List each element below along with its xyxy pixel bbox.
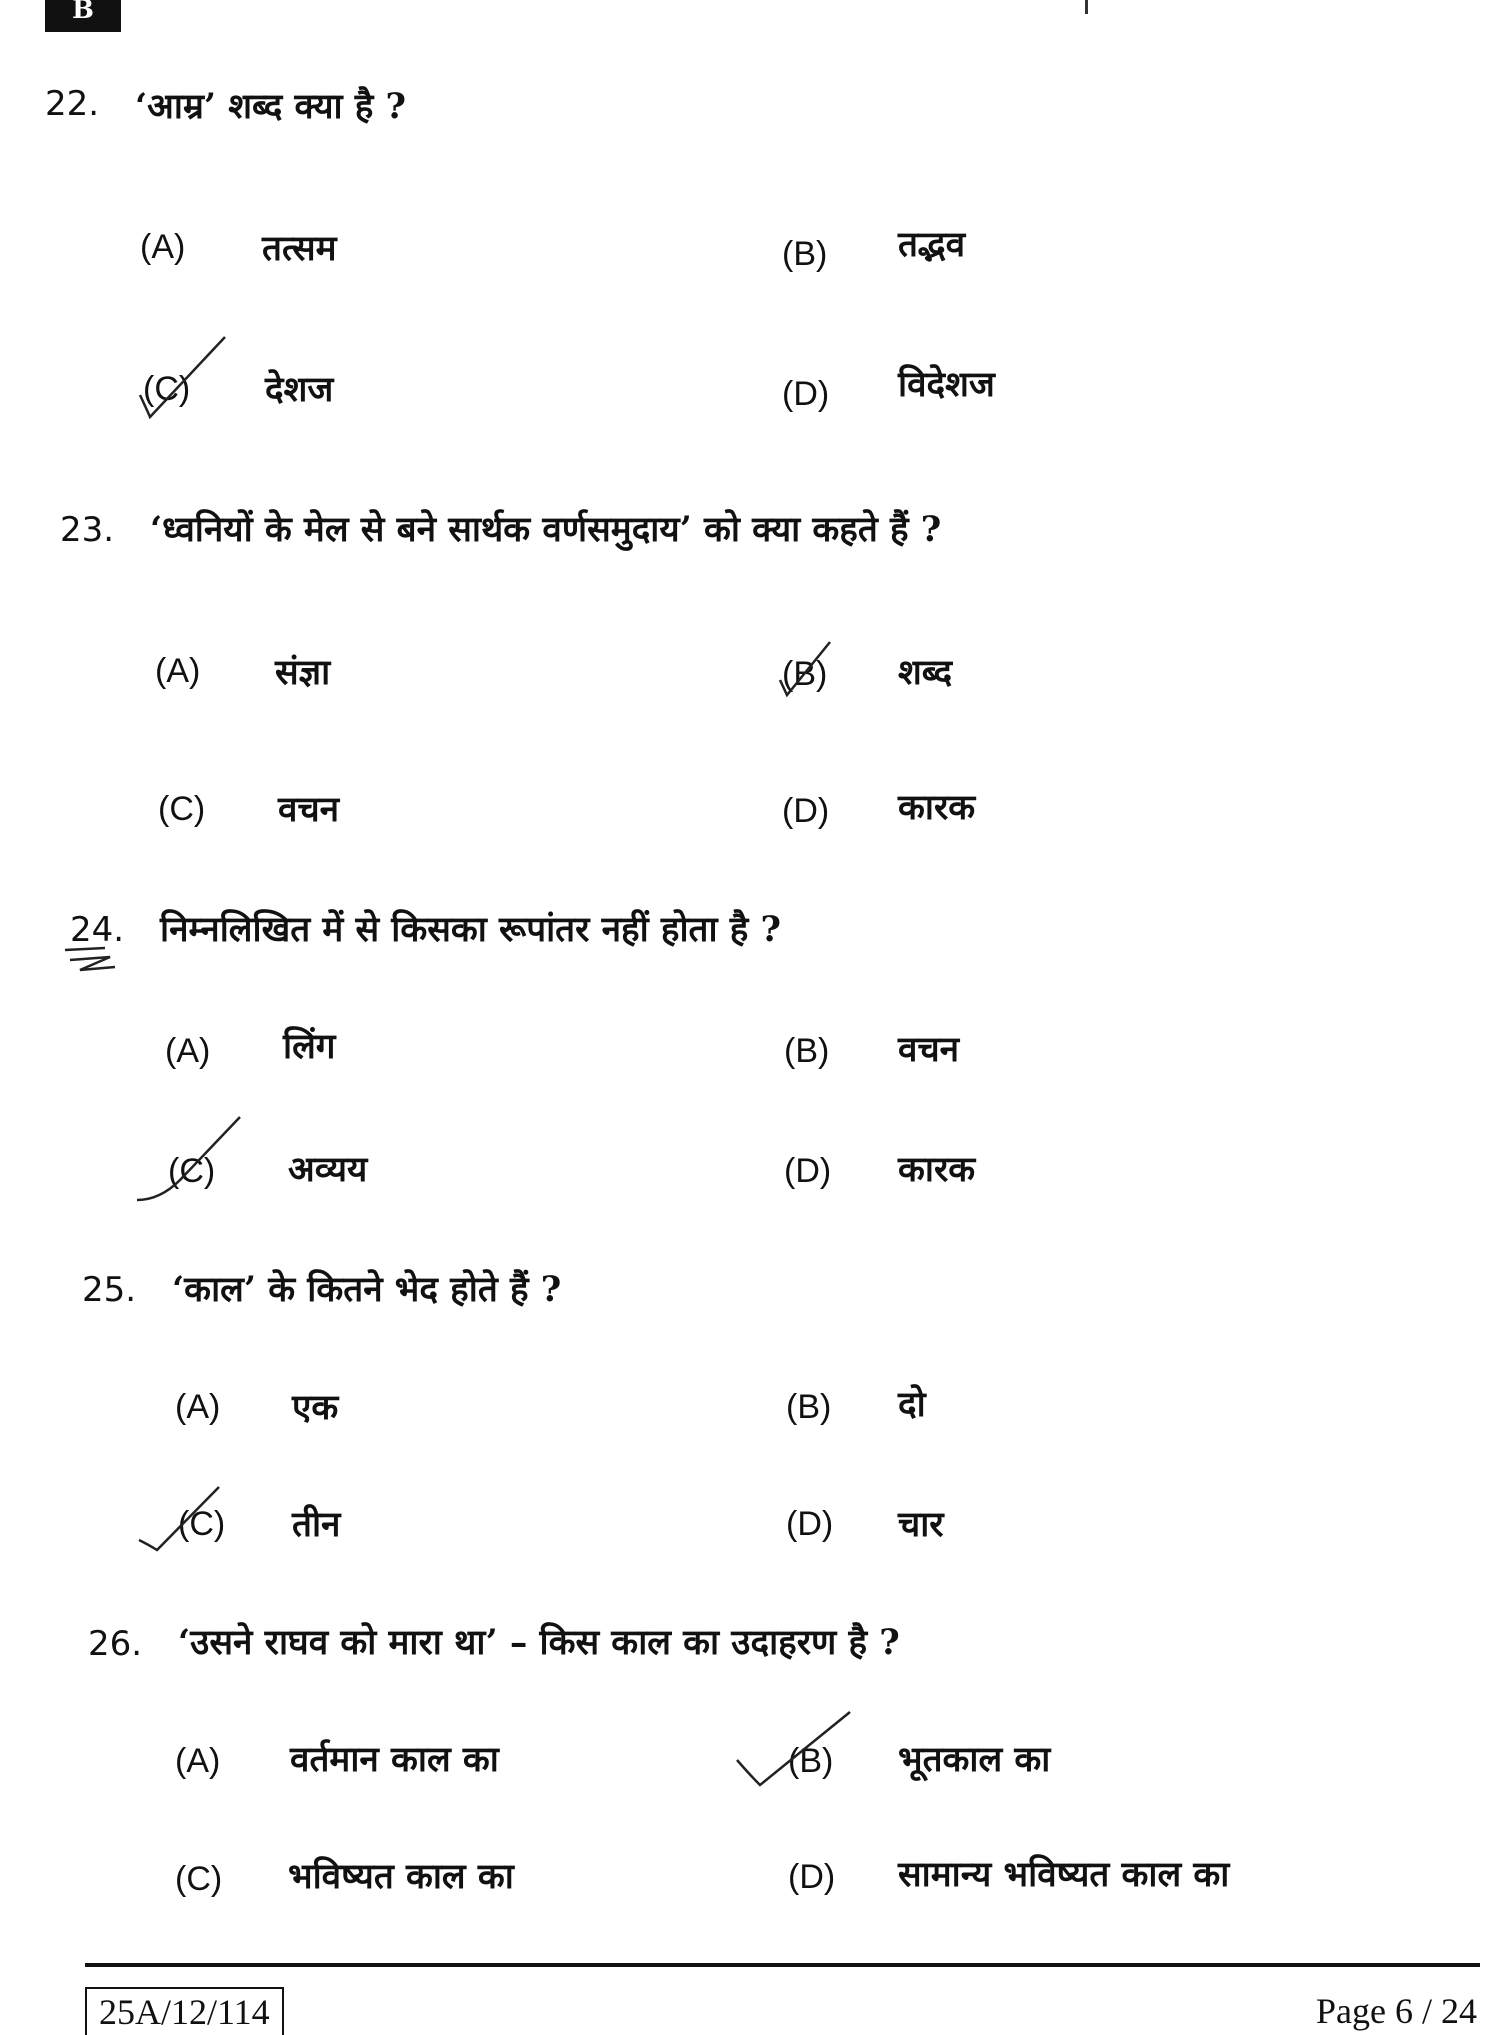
paper-code: 25A/12/114 [85,1987,284,2035]
option-letter: (D) [784,1152,832,1190]
option-letter: (A) [155,652,201,690]
option-letter: (B) [784,1032,830,1070]
option-text: कारक [898,787,976,828]
checkmark-icon [735,1710,855,1790]
question-text: ‘आम्र’ शब्द क्या है ? [135,86,407,127]
question-text: ‘उसने राघव को मारा था’ – किस काल का उदाहरण है ? [178,1622,900,1663]
option-letter: (D) [786,1505,834,1543]
option-text: दो [898,1384,926,1425]
checkmark-icon [135,1115,245,1205]
option-letter: (C) [175,1860,223,1898]
option-text: देशज [265,369,334,410]
question-number: 24. [70,910,125,950]
option-letter: (C) [168,1152,216,1190]
option-letter: (A) [175,1742,221,1780]
option-text: भविष्यत काल का [288,1856,514,1897]
option-text: विदेशज [898,364,995,405]
question-number: 26. [88,1624,143,1664]
question-text: ‘ध्वनियों के मेल से बने सार्थक वर्णसमुदाय’ को क्या कहते हैं ? [150,509,942,550]
option-letter: (C) [158,790,206,828]
option-text: चार [898,1504,944,1545]
option-text: तद्भव [898,224,966,265]
question-text: निम्नलिखित में से किसका रूपांतर नहीं होता है ? [160,909,782,950]
underline-mark-icon [60,945,120,975]
option-letter: (B) [782,655,828,693]
option-letter: (A) [175,1388,221,1426]
question-number: 22. [45,84,100,124]
option-letter: (C) [143,370,191,408]
option-text: भूतकाल का [898,1739,1051,1780]
option-text: तीन [292,1504,341,1545]
checkmark-icon [135,335,235,425]
option-letter: (A) [165,1032,211,1070]
option-text: संज्ञा [275,652,331,693]
option-text: एक [292,1387,339,1428]
option-letter: (B) [788,1742,834,1780]
option-letter: (D) [782,792,830,830]
option-text: सामान्य भविष्यत काल का [898,1854,1230,1895]
question-number: 23. [60,510,115,550]
set-label: B [72,0,94,25]
checkmark-icon [137,1485,227,1555]
footer-rule [85,1963,1480,1967]
option-letter: (B) [786,1388,832,1426]
option-text: वर्तमान काल का [290,1739,499,1780]
option-letter: (C) [178,1505,226,1543]
option-text: वचन [898,1029,960,1070]
option-letter: (B) [782,235,828,273]
option-text: वचन [278,789,340,830]
corner-mark [1085,0,1088,14]
option-text: कारक [898,1149,976,1190]
page-number: Page 6 / 24 [1316,1991,1477,2031]
option-text: तत्सम [262,228,337,269]
set-label-box [45,0,121,32]
option-letter: (D) [782,375,830,413]
option-letter: (D) [788,1858,836,1896]
question-text: ‘काल’ के कितने भेद होते हैं ? [172,1269,562,1310]
checkmark-icon [775,640,835,700]
option-letter: (A) [140,228,186,266]
option-text: अव्यय [288,1149,368,1190]
option-text: लिंग [283,1026,336,1067]
question-number: 25. [82,1270,137,1310]
option-text: शब्द [898,652,953,693]
